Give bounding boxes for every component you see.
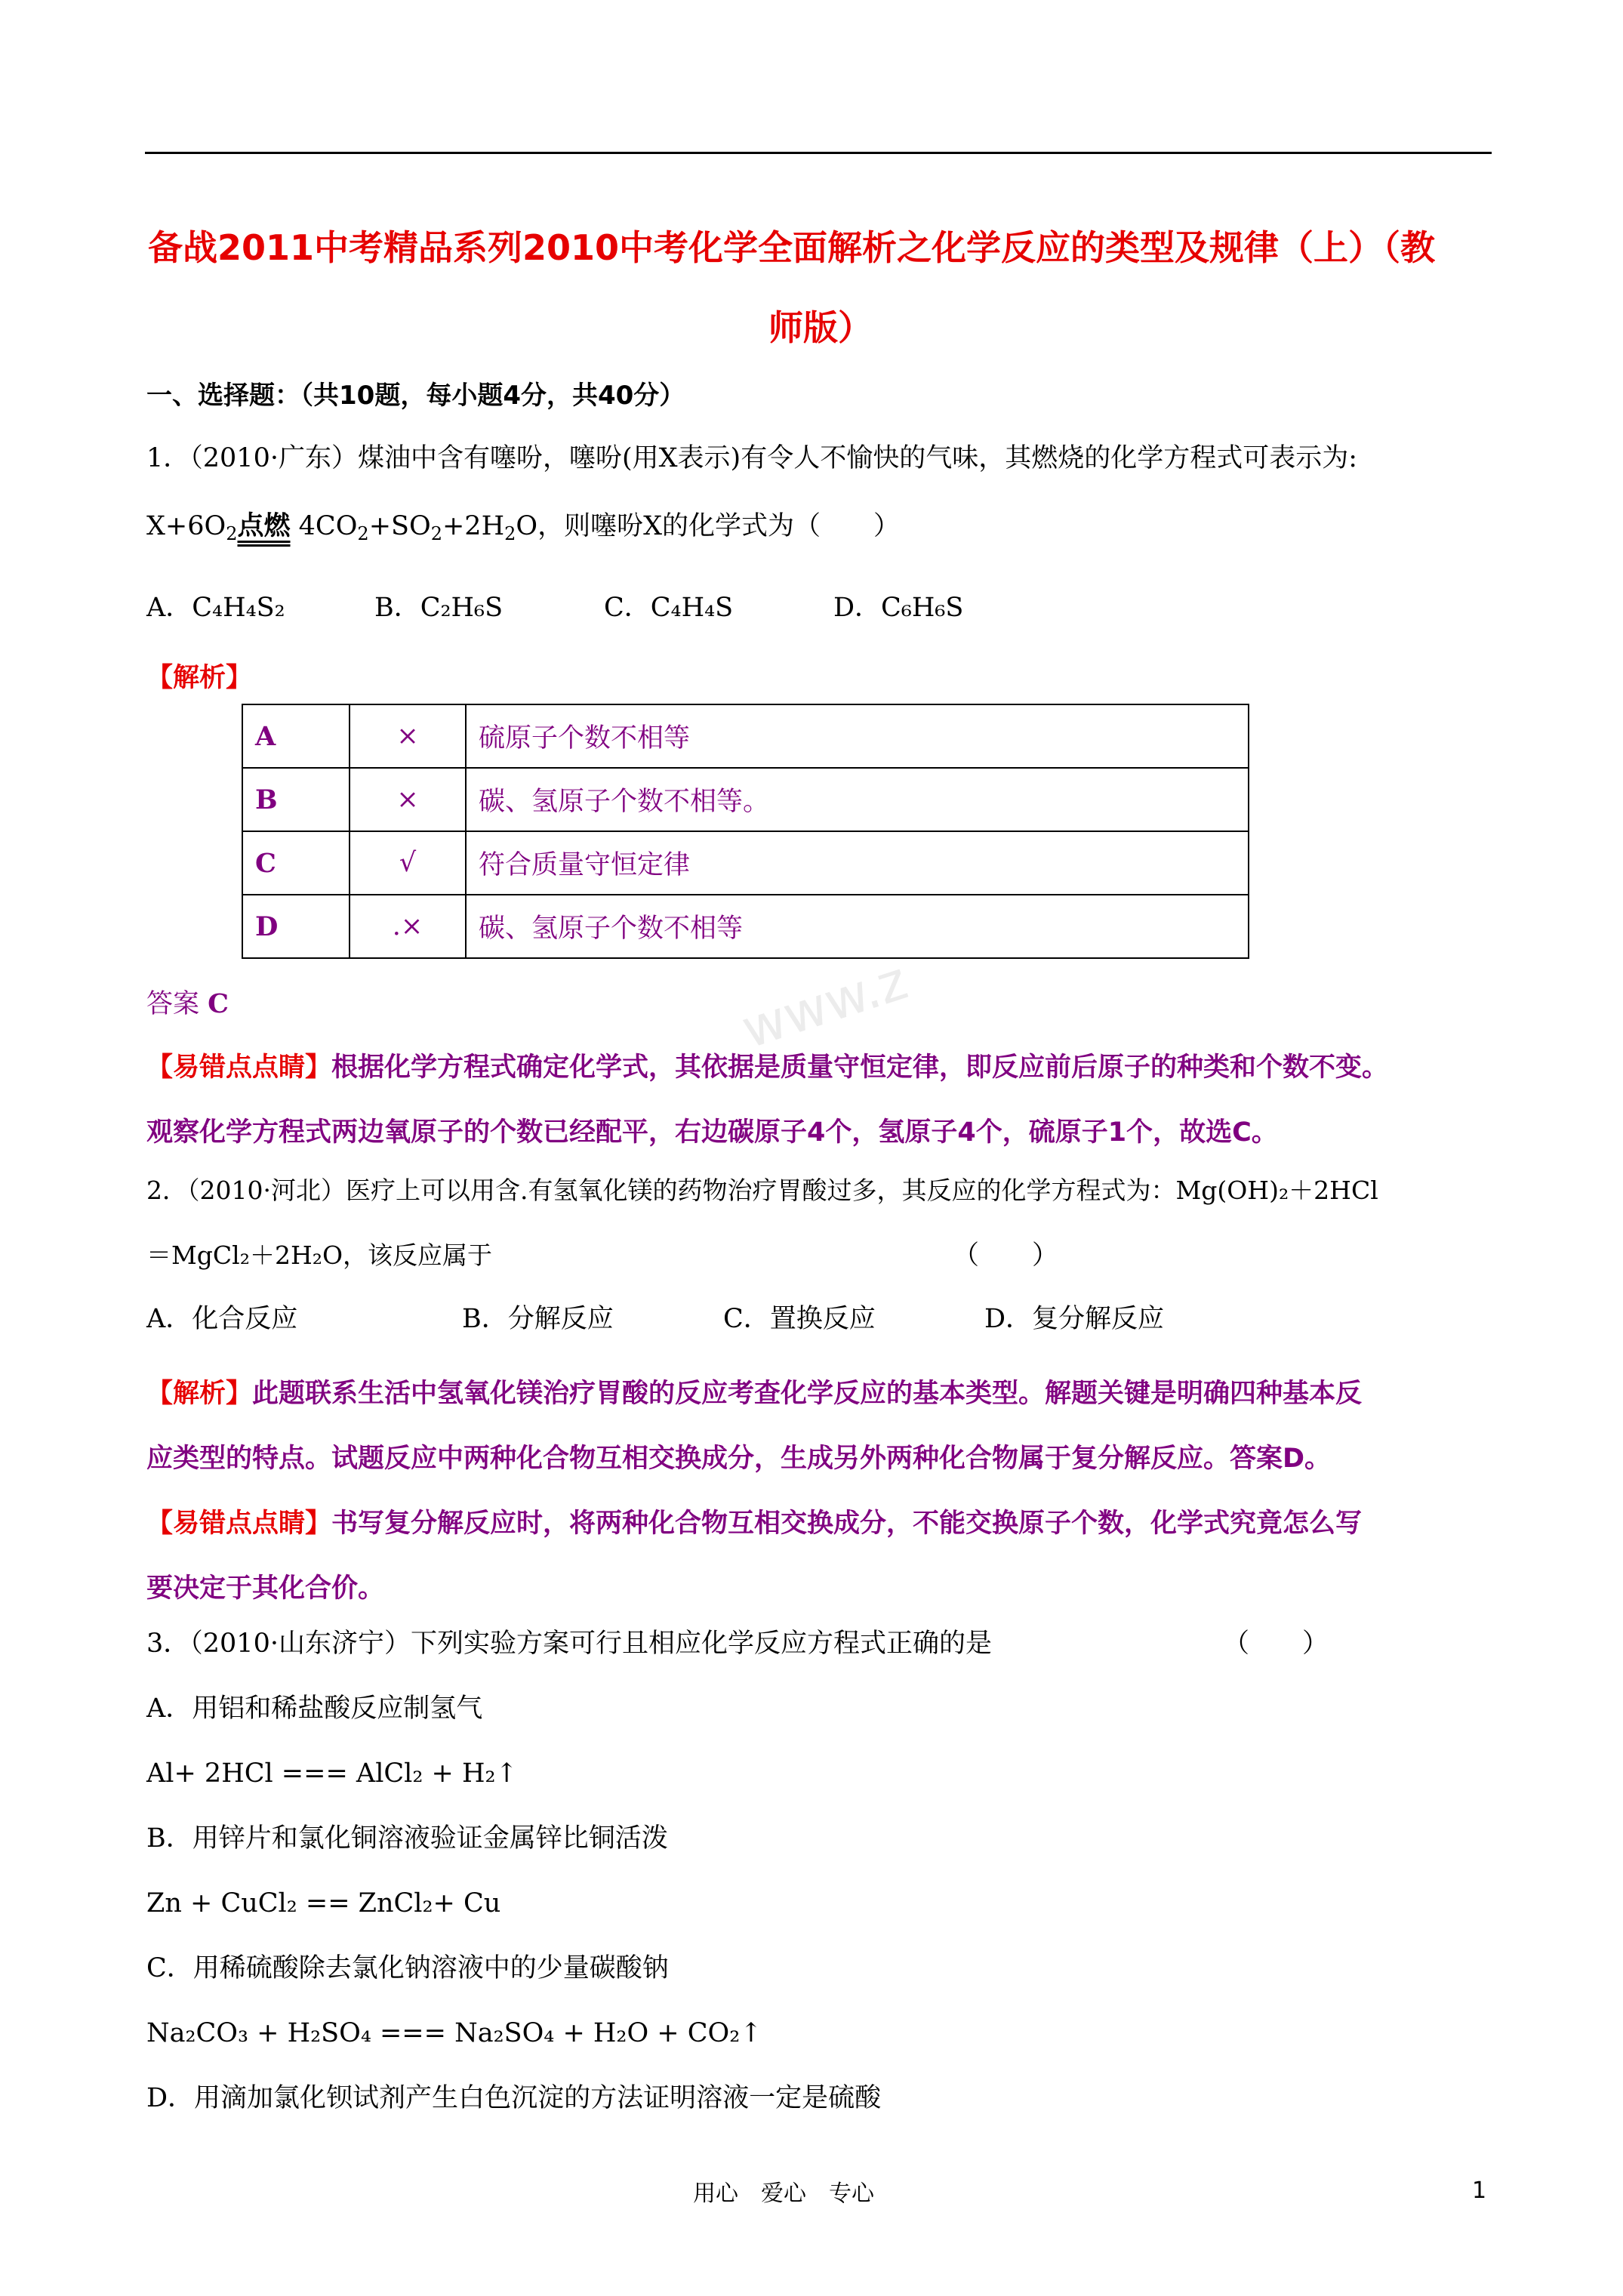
table-cell-key: C	[242, 831, 350, 895]
q1-equation: $X+6O_2$点燃 $4CO_2+SO_2+2H_2O$，则噻吩X的化学式为（ ）	[146, 511, 900, 544]
table-cell-mark: .×	[350, 895, 466, 958]
q3-option-a-equation: Al+ 2HCl === AlCl₂ + H₂↑	[146, 1758, 518, 1789]
q1-option-d: D．C₆H₆S	[833, 593, 964, 623]
table-cell-key: B	[242, 768, 350, 831]
q2-option-c: C．置换反应	[723, 1304, 876, 1334]
q2-analysis-line2: 应类型的特点。试题反应中两种化合物互相交换成分，生成另外两种化合物属于复分解反应。答案D。	[146, 1444, 1332, 1474]
q3-option-c-equation: Na₂CO₃ + H₂SO₄ === Na₂SO₄ + H₂O + CO₂↑	[146, 2018, 762, 2048]
table-row	[242, 704, 1249, 768]
q1-analysis-table	[242, 704, 1249, 959]
table-cell-mark: √	[350, 831, 466, 895]
q1-option-a: A．C₄H₄S₂	[146, 593, 285, 623]
page-title-line1: 备战2011中考精品系列2010中考化学全面解析之化学反应的类型及规律（上）（教	[148, 227, 1436, 268]
q3-option-b: B．用锌片和氯化铜溶液验证金属锌比铜活泼	[146, 1823, 668, 1854]
q2-tip-line2: 要决定于其化合价。	[146, 1573, 385, 1604]
q1-tip-line2: 观察化学方程式两边氧原子的个数已经配平，右边碳原子4个，氢原子4个，硫原子1个，故选C。	[146, 1117, 1278, 1148]
table-row	[242, 831, 1249, 895]
header-rule	[145, 152, 1492, 154]
table-cell-text: 符合质量守恒定律	[466, 831, 1249, 895]
footer-motto: 用心 爱心 专心	[693, 2180, 874, 2207]
q3-option-d: D．用滴加氯化钡试剂产生白色沉淀的方法证明溶液一定是硫酸	[146, 2083, 882, 2113]
table-cell-text: 碳、氢原子个数不相等。	[466, 768, 1249, 831]
q2-option-b: B．分解反应	[462, 1304, 614, 1334]
q1-option-c: C．C₄H₄S	[604, 593, 734, 623]
q1-stem: 1．（2010·广东）煤油中含有噻吩，噻吩(用X表示)有令人不愉快的气味，其燃烧的化学方程式可表示为:	[146, 443, 1357, 473]
table-cell-key: D	[242, 895, 350, 958]
page-number: 1	[1472, 2177, 1487, 2204]
q1-tip-line1: 【易错点点睛】根据化学方程式确定化学式，其依据是质量守恒定律，即反应前后原子的种类和个数不变。	[146, 1052, 1389, 1083]
table-cell-mark: ×	[350, 704, 466, 768]
q1-analysis-label: 【解析】	[146, 663, 253, 693]
q2-tip-line1: 【易错点点睛】书写复分解反应时，将两种化合物互相交换成分，不能交换原子个数，化学式究竟怎么写	[146, 1509, 1363, 1539]
q3-option-b-equation: Zn + CuCl₂ == ZnCl₂+ Cu	[146, 1888, 501, 1918]
q1-option-b: B．C₂H₆S	[374, 593, 504, 623]
section-heading: 一、选择题：（共10题，每小题4分，共40分）	[146, 381, 685, 411]
q2-option-d: D．复分解反应	[984, 1304, 1165, 1334]
q3-option-c: C．用稀硫酸除去氯化钠溶液中的少量碳酸钠	[146, 1953, 669, 1983]
q1-answer: 答案 C	[146, 988, 229, 1019]
watermark: www.z	[734, 949, 915, 1061]
q3-option-a: A．用铝和稀盐酸反应制氢气	[146, 1693, 483, 1724]
q3-stem: 3．（2010·山东济宁）下列实验方案可行且相应化学反应方程式正确的是	[146, 1629, 992, 1659]
table-row	[242, 768, 1249, 831]
q2-answer-paren: （ ）	[953, 1240, 1059, 1271]
table-cell-key: A	[242, 704, 350, 768]
q2-analysis-line1: 【解析】此题联系生活中氢氧化镁治疗胃酸的反应考查化学反应的基本类型。解题关键是明确四种基本反	[146, 1379, 1363, 1409]
table-row	[242, 895, 1249, 958]
q3-answer-paren: （ ）	[1223, 1629, 1329, 1659]
q2-stem-line1: 2．（2010·河北）医疗上可以用含.有氢氧化镁的药物治疗胃酸过多，其反应的化学方程式为：Mg(OH)₂＋2HCl	[146, 1176, 1378, 1205]
table-cell-text: 硫原子个数不相等	[466, 704, 1249, 768]
table-cell-mark: ×	[350, 768, 466, 831]
page-title-line2: 师版）	[768, 307, 873, 348]
q2-option-a: A．化合反应	[146, 1304, 298, 1334]
q2-stem-line2: ＝MgCl₂＋2H₂O，该反应属于	[146, 1240, 493, 1270]
table-cell-text: 碳、氢原子个数不相等	[466, 895, 1249, 958]
